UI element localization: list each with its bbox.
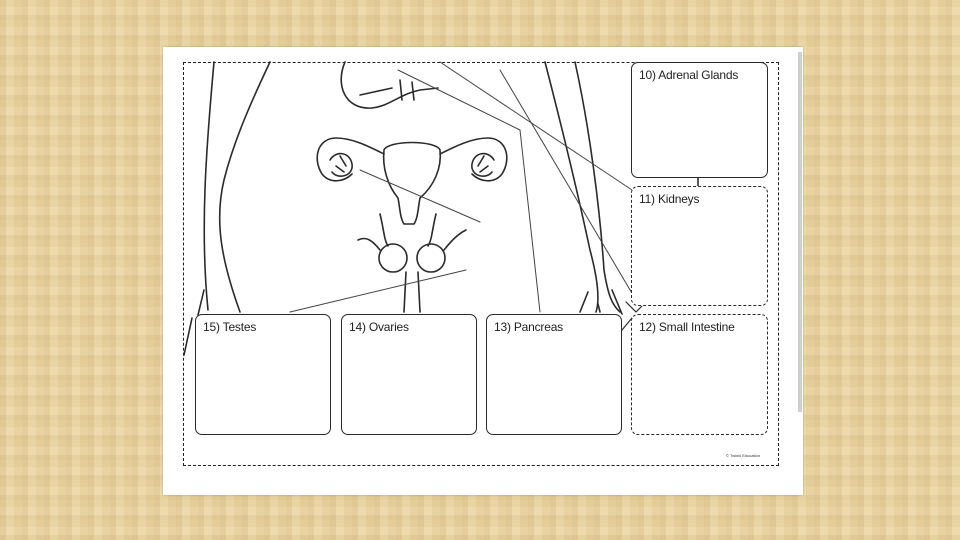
- label-box-small-intestine[interactable]: [631, 314, 768, 435]
- label-box-ovaries[interactable]: [341, 314, 477, 435]
- copyright-notice: © Twinkl Education: [726, 453, 761, 458]
- box-label: 10) Adrenal Glands: [639, 68, 739, 82]
- box-label: 11) Kidneys: [639, 192, 700, 206]
- box-label: 14) Ovaries: [349, 320, 409, 334]
- label-box-adrenal-glands[interactable]: [631, 62, 768, 178]
- label-box-pancreas[interactable]: [486, 314, 622, 435]
- box-label: 15) Testes: [203, 320, 257, 334]
- box-label: 12) Small Intestine: [639, 320, 735, 334]
- label-box-kidneys[interactable]: [631, 186, 768, 306]
- label-box-testes[interactable]: [195, 314, 331, 435]
- box-label: 13) Pancreas: [494, 320, 563, 334]
